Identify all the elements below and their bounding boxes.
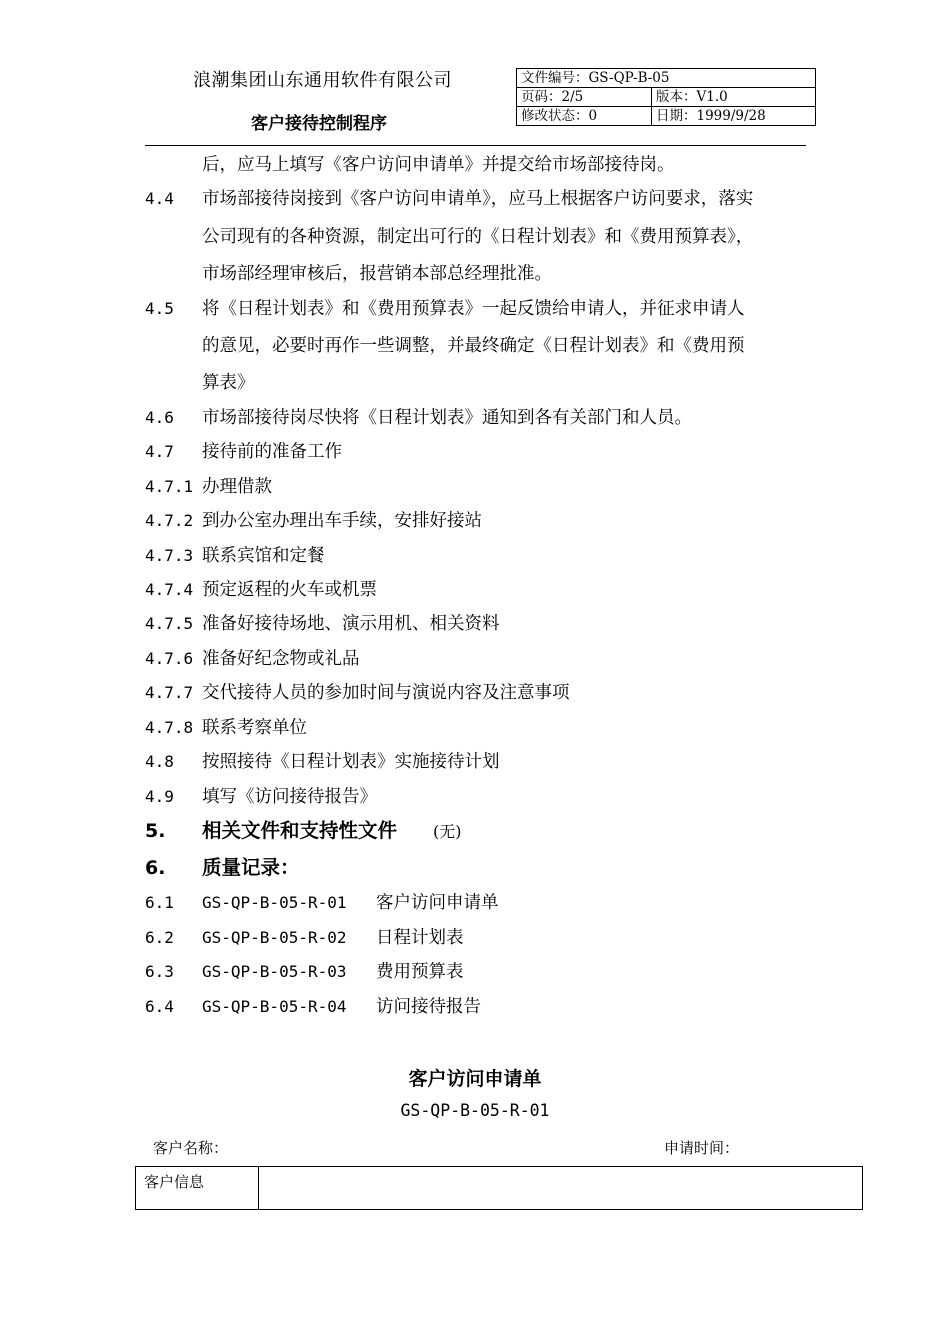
clause-4-7-5 — [145, 612, 500, 636]
clause-4-7-2 — [145, 509, 482, 533]
record-name: 客户访问申请单 — [376, 893, 499, 913]
record-code: GS-QP-B-05-R-03 — [202, 962, 347, 981]
clause-text: 预定返程的火车或机票 — [202, 580, 377, 600]
clause-4-5-line3: 算表》 — [202, 373, 255, 393]
clause-text: 联系宾馆和定餐 — [202, 546, 325, 566]
clause-number: 4.6 — [145, 408, 174, 427]
form-code: GS-QP-B-05-R-01 — [400, 1101, 550, 1120]
record-code: GS-QP-B-05-R-04 — [202, 997, 347, 1016]
clause-text: 到办公室办理出车手续，安排好接站 — [202, 511, 482, 531]
clause-text: 交代接待人员的参加时间与演说内容及注意事项 — [202, 683, 570, 703]
section-title: 质量记录： — [202, 856, 300, 879]
clause-4-4-line3: 市场部经理审核后，报营销本部总经理批准。 — [202, 264, 552, 284]
paragraph-continuation: 后，应马上填写《客户访问申请单》并提交给市场部接待岗。 — [202, 155, 675, 175]
clause-4-7-1 — [145, 475, 272, 499]
record-name: 访问接待报告 — [376, 997, 481, 1017]
clause-4-4-line2: 公司现有的各种资源，制定出可行的《日程计划表》和《费用预算表》， — [202, 227, 754, 247]
record-item — [145, 995, 481, 1019]
clause-number: 4.7.1 — [145, 477, 194, 496]
clause-text: 市场部接待岗接到《客户访问申请单》，应马上根据客户访问要求，落实 — [202, 189, 754, 209]
record-item — [145, 891, 499, 915]
table-row — [136, 1167, 863, 1210]
clause-4-7-6 — [145, 647, 360, 671]
doc-date: 日期：1999/9/28 — [652, 107, 816, 126]
clause-text: 联系考察单位 — [202, 718, 307, 738]
clause-4-8 — [145, 750, 500, 774]
clause-number: 4.7.4 — [145, 580, 194, 599]
document-title: 客户接待控制程序 — [251, 114, 387, 134]
section-title: 相关文件和支持性文件 — [202, 819, 398, 842]
clause-4-5-line2: 的意见，必要时再作一些调整，并最终确定《日程计划表》和《费用预 — [202, 336, 745, 356]
section-6-heading — [145, 856, 300, 880]
clause-text: 填写《访问接待报告》 — [202, 787, 377, 807]
record-item — [145, 926, 464, 950]
clause-number: 4.7.7 — [145, 683, 194, 702]
customer-name-label: 客户名称： — [153, 1139, 229, 1157]
clause-4-7-4 — [145, 578, 377, 602]
record-code: GS-QP-B-05-R-02 — [202, 928, 347, 947]
record-number: 6.4 — [145, 997, 174, 1016]
clause-number: 4.7.6 — [145, 649, 194, 668]
clause-number: 4.7 — [145, 442, 174, 461]
clause-number: 4.7.2 — [145, 511, 194, 530]
clause-4-5 — [145, 297, 745, 321]
clause-number: 4.9 — [145, 787, 174, 806]
clause-4-9 — [145, 785, 377, 809]
record-number: 6.1 — [145, 893, 174, 912]
clause-text: 准备好纪念物或礼品 — [202, 649, 360, 669]
document-meta-table — [516, 68, 816, 126]
clause-number: 4.8 — [145, 752, 174, 771]
clause-4-7-3 — [145, 544, 325, 568]
record-code: GS-QP-B-05-R-01 — [202, 893, 347, 912]
record-number: 6.2 — [145, 928, 174, 947]
clause-text: 准备好接待场地、演示用机、相关资料 — [202, 614, 500, 634]
record-name: 日程计划表 — [376, 928, 464, 948]
doc-number: 文件编号：GS-QP-B-05 — [517, 69, 816, 88]
record-item — [145, 960, 464, 984]
section-note: (无) — [433, 822, 462, 841]
clause-number: 4.7.5 — [145, 614, 194, 633]
version: 版本：V1.0 — [652, 88, 816, 107]
customer-info-table — [135, 1166, 863, 1210]
clause-text: 办理借款 — [202, 477, 272, 497]
record-name: 费用预算表 — [376, 962, 464, 982]
customer-info-field[interactable] — [259, 1167, 863, 1210]
customer-info-label: 客户信息 — [136, 1167, 259, 1210]
clause-4-6 — [145, 406, 692, 430]
section-number: 6. — [145, 857, 166, 879]
section-number: 5. — [145, 820, 166, 842]
clause-number: 4.5 — [145, 299, 174, 318]
record-number: 6.3 — [145, 962, 174, 981]
header-divider — [145, 145, 806, 146]
clause-text: 按照接待《日程计划表》实施接待计划 — [202, 752, 500, 772]
page-number: 页码：2/5 — [517, 88, 652, 107]
clause-4-7-7 — [145, 681, 570, 705]
revision-status: 修改状态：0 — [517, 107, 652, 126]
clause-number: 4.4 — [145, 189, 174, 208]
clause-text: 将《日程计划表》和《费用预算表》一起反馈给申请人，并征求申请人 — [202, 299, 745, 319]
clause-4-7 — [145, 440, 342, 464]
apply-time-label: 申请时间： — [664, 1139, 740, 1157]
form-title: 客户访问申请单 — [408, 1068, 542, 1090]
clause-text: 接待前的准备工作 — [202, 442, 342, 462]
clause-number: 4.7.3 — [145, 546, 194, 565]
company-name: 浪潮集团山东通用软件有限公司 — [193, 70, 452, 91]
clause-4-4 — [145, 187, 753, 211]
clause-text: 市场部接待岗尽快将《日程计划表》通知到各有关部门和人员。 — [202, 408, 692, 428]
section-5-heading — [145, 819, 462, 844]
clause-4-7-8 — [145, 716, 307, 740]
clause-number: 4.7.8 — [145, 718, 194, 737]
